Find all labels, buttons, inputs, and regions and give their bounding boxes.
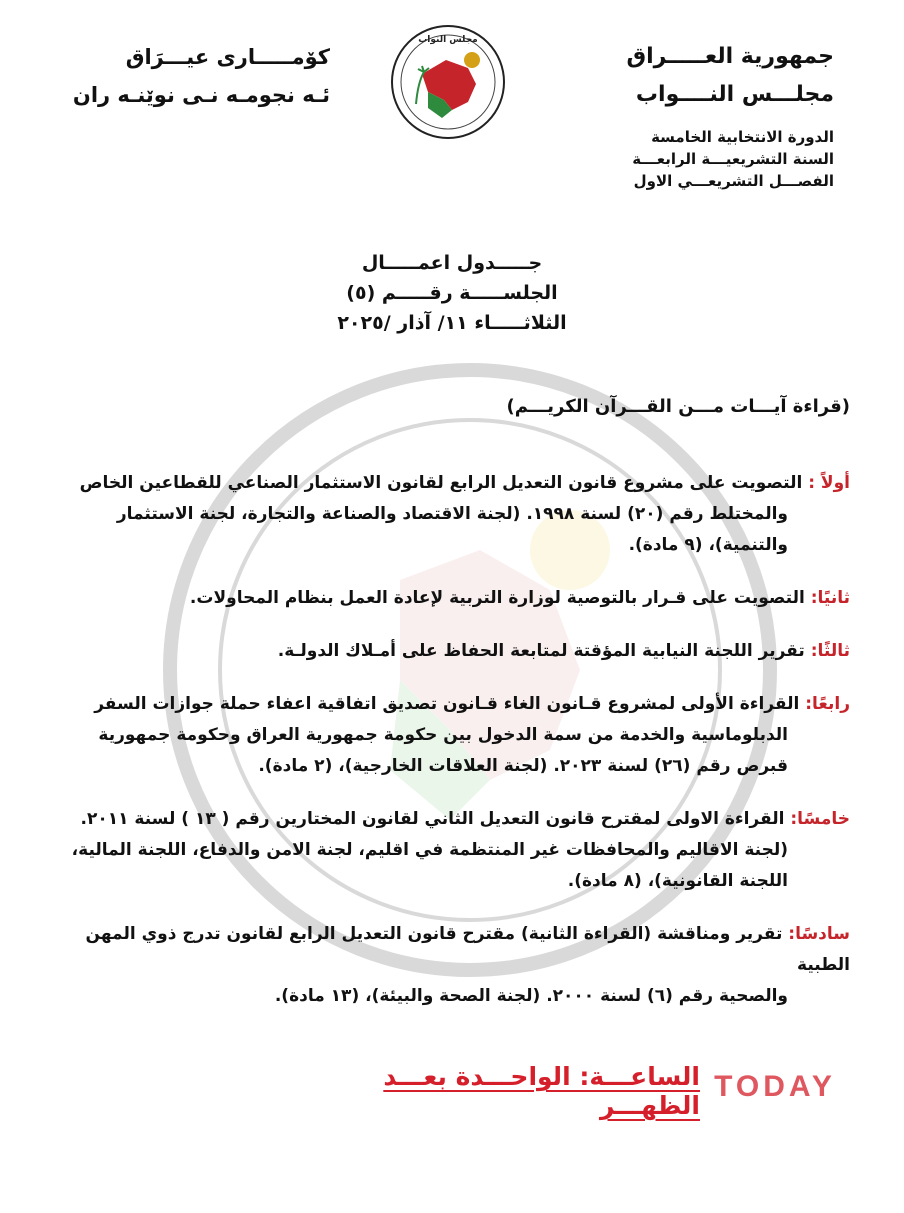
item-label: خامسًا: — [790, 809, 850, 829]
agenda-item — [50, 919, 850, 1012]
item-text: تقرير ومناقشة (القراءة الثانية) مقترح قانون التعديل الرابع لقانون تدرج ذوي المهن الطبية — [85, 924, 850, 975]
item-text: قبرص رقم (٢٦) لسنة ٢٠٢٣. (لجنة العلاقات الخارجية)، (٢ مادة). — [258, 756, 788, 776]
item-label: سادسًا: — [788, 924, 850, 944]
agenda-title — [252, 248, 652, 338]
council-name: مجلـــس النــــواب — [635, 82, 834, 107]
agenda-items — [50, 468, 850, 1034]
legislative-year: السنة التشريعيـــة الرابعـــة — [632, 150, 834, 168]
item-text: (لجنة الاقاليم والمحافظات غير المنتظمة في اقليم، لجنة الامن والدفاع، اللجنة المالية، — [71, 840, 788, 860]
item-text: القراءة الأولى لمشروع قـانون الغاء قـانون تصديق اتفاقية اعفاء حملة جوازات السفر — [94, 694, 800, 714]
council-name-kurdish: ئـه نجومـه نـى نوێنـه ران — [72, 83, 330, 107]
agenda-item — [50, 689, 850, 782]
item-text: الدبلوماسية والخدمة من سمة الدخول بين حكومة جمهورية العراق وحكومة جمهورية — [98, 725, 788, 745]
header-right — [534, 38, 834, 192]
parliament-logo-icon — [388, 22, 508, 142]
item-label: ثانيًا: — [810, 588, 850, 608]
item-text: التصويت على قـرار بالتوصية لوزارة التربية لإعادة العمل بنظام المحاولات. — [189, 588, 805, 608]
session-time: الساعـــة: الواحـــدة بعـــد الظهـــر — [383, 1062, 700, 1120]
agenda-heading: جـــــدول اعمـــــال — [361, 252, 543, 274]
opening-line: (قراءة آيـــات مـــن القـــرآن الكريـــم) — [506, 396, 850, 417]
session-number: الجلســـــة رقـــــم (٥) — [346, 282, 558, 304]
agenda-item — [50, 468, 850, 561]
header-left-kurdish — [70, 38, 330, 114]
agenda-item — [50, 804, 850, 897]
item-text: والمختلط رقم (٢٠) لسنة ١٩٩٨. (لجنة الاقتصاد والصناعة والتجارة، لجنة الاستثمار — [116, 504, 788, 524]
logo-text: مجلس النواب — [418, 35, 478, 45]
country-name-kurdish: كۆمـــــارى عيـــرَاق — [125, 45, 330, 69]
session-date: الثلاثـــــاء ١١/ آذار /٢٠٢٥ — [337, 312, 567, 334]
agenda-item — [50, 583, 850, 614]
item-text: والصحية رقم (٦) لسنة ٢٠٠٠. (لجنة الصحة والبيئة)، (١٣ مادة). — [274, 986, 788, 1006]
session-info — [534, 126, 834, 192]
electoral-term: الدورة الانتخابية الخامسة — [651, 128, 834, 146]
item-text: اللجنة القانونية)، (٨ مادة). — [567, 871, 788, 891]
stamp-text: TODAY — [714, 1070, 836, 1103]
country-name: جمهورية العـــــراق — [626, 44, 834, 69]
item-label: أولاً : — [808, 473, 850, 493]
item-text: تقرير اللجنة النيابية المؤقتة لمتابعة الحفاظ على أمـلاك الدولـة. — [277, 641, 805, 661]
item-text: التصويت على مشروع قانون التعديل الرابع لقانون الاستثمار الصناعي للقطاعين الخاص — [79, 473, 803, 493]
today-stamp — [690, 1066, 860, 1106]
item-label: رابعًا: — [805, 694, 850, 714]
legislative-term: الفصـــل التشريعـــي الاول — [633, 172, 834, 190]
item-label: ثالثًا: — [810, 641, 850, 661]
agenda-item — [50, 636, 850, 667]
item-text: القراءة الاولى لمقترح قانون التعديل الثاني لقانون المختارين رقم ( ١٣ ) لسنة ٢٠١١. — [80, 809, 785, 829]
item-text: والتنمية)، (٩ مادة). — [628, 535, 788, 555]
